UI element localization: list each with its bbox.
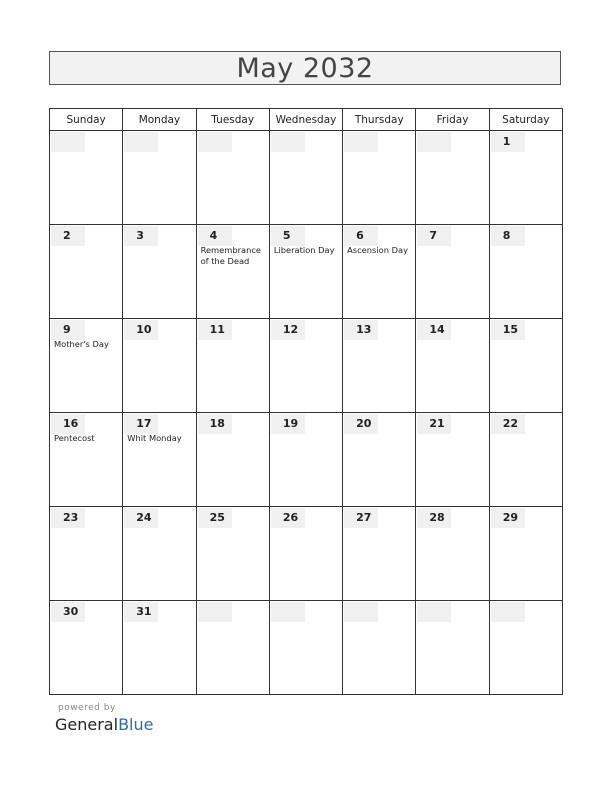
weekday-header: Tuesday xyxy=(196,109,269,131)
day-cell xyxy=(196,413,269,507)
day-cell xyxy=(269,507,342,601)
day-number: 18 xyxy=(209,417,225,430)
day-cell xyxy=(416,131,489,225)
day-cell xyxy=(123,601,196,695)
day-number: 11 xyxy=(209,323,225,336)
day-number-box xyxy=(417,602,451,622)
day-number-box xyxy=(198,132,232,152)
day-cell xyxy=(269,319,342,413)
day-number: 17 xyxy=(136,417,152,430)
day-number: 8 xyxy=(502,229,511,242)
week-row xyxy=(50,131,563,225)
weekday-header: Wednesday xyxy=(269,109,342,131)
day-cell xyxy=(196,131,269,225)
holiday-label: Liberation Day xyxy=(273,245,335,255)
day-number: 1 xyxy=(502,135,511,148)
day-number-box xyxy=(344,132,378,152)
day-cell xyxy=(416,507,489,601)
brand-blue: Blue xyxy=(118,715,154,734)
day-cell xyxy=(269,413,342,507)
month-title-box xyxy=(49,51,561,85)
day-number: 27 xyxy=(356,511,372,524)
day-number: 9 xyxy=(63,323,71,336)
day-cell xyxy=(343,507,416,601)
weekday-header: Friday xyxy=(416,109,489,131)
day-cell xyxy=(123,507,196,601)
day-number: 15 xyxy=(502,323,518,336)
day-cell xyxy=(343,131,416,225)
week-row xyxy=(50,507,563,601)
holiday-label: Remembrance of the Dead xyxy=(200,245,262,266)
day-number: 4 xyxy=(209,229,218,242)
weekday-header-row xyxy=(50,109,563,131)
day-cell xyxy=(343,319,416,413)
day-cell xyxy=(489,319,562,413)
day-cell xyxy=(123,413,196,507)
day-cell xyxy=(50,507,123,601)
day-number: 5 xyxy=(282,229,291,242)
week-row xyxy=(50,319,563,413)
day-cell xyxy=(196,601,269,695)
day-number: 28 xyxy=(429,511,445,524)
day-number-box xyxy=(344,602,378,622)
day-number: 7 xyxy=(429,229,438,242)
day-number: 19 xyxy=(282,417,299,430)
day-number: 24 xyxy=(136,511,152,524)
day-cell xyxy=(123,319,196,413)
day-cell xyxy=(343,225,416,319)
holiday-label: Pentecost xyxy=(54,433,95,443)
month-title: May 2032 xyxy=(236,52,374,84)
day-cell xyxy=(50,601,123,695)
day-cell xyxy=(343,601,416,695)
generalblue-logo xyxy=(55,715,153,734)
weekday-header: Saturday xyxy=(489,109,562,131)
day-number-box xyxy=(271,132,305,152)
day-cell xyxy=(269,601,342,695)
day-number: 25 xyxy=(209,511,225,524)
day-number: 29 xyxy=(502,511,518,524)
brand-general: General xyxy=(55,715,119,734)
day-cell xyxy=(269,225,342,319)
day-cell xyxy=(50,131,123,225)
day-cell xyxy=(123,131,196,225)
day-cell xyxy=(489,601,562,695)
day-cell xyxy=(50,413,123,507)
day-cell xyxy=(196,507,269,601)
day-cell xyxy=(416,225,489,319)
day-number: 21 xyxy=(429,417,445,430)
day-cell xyxy=(489,131,562,225)
day-cell xyxy=(50,319,123,413)
day-cell xyxy=(416,319,489,413)
day-number: 3 xyxy=(136,229,144,242)
holiday-label: Whit Monday xyxy=(127,433,182,443)
week-row xyxy=(50,601,563,695)
day-number-box xyxy=(417,132,451,152)
day-cell xyxy=(343,413,416,507)
day-number-box xyxy=(271,602,305,622)
day-cell xyxy=(50,225,123,319)
day-cell xyxy=(416,601,489,695)
day-number: 23 xyxy=(63,511,79,524)
calendar-grid xyxy=(49,108,563,695)
weekday-header: Thursday xyxy=(343,109,416,131)
day-cell xyxy=(196,225,269,319)
day-number: 12 xyxy=(282,323,299,336)
holiday-label: Mother's Day xyxy=(54,339,109,349)
day-number-box xyxy=(51,132,85,152)
day-number: 6 xyxy=(356,229,364,242)
week-row xyxy=(50,225,563,319)
week-row xyxy=(50,413,563,507)
day-number: 22 xyxy=(502,417,518,430)
holiday-label: Ascension Day xyxy=(347,245,409,255)
day-number: 13 xyxy=(356,323,372,336)
day-number: 20 xyxy=(356,417,372,430)
day-cell xyxy=(269,131,342,225)
day-number: 10 xyxy=(136,323,152,336)
day-number-box xyxy=(491,602,525,622)
day-number: 16 xyxy=(63,417,79,430)
day-number: 31 xyxy=(136,605,152,618)
day-cell xyxy=(196,319,269,413)
day-number: 14 xyxy=(429,323,445,336)
day-number-box xyxy=(124,132,158,152)
powered-by-text: powered by xyxy=(58,703,116,713)
day-number-box xyxy=(198,602,232,622)
day-cell xyxy=(489,507,562,601)
day-cell xyxy=(489,413,562,507)
weekday-header: Monday xyxy=(123,109,196,131)
day-cell xyxy=(489,225,562,319)
day-cell xyxy=(416,413,489,507)
weekday-header: Sunday xyxy=(50,109,123,131)
day-number: 2 xyxy=(63,229,71,242)
day-cell xyxy=(123,225,196,319)
day-number: 26 xyxy=(282,511,299,524)
day-number: 30 xyxy=(63,605,79,618)
